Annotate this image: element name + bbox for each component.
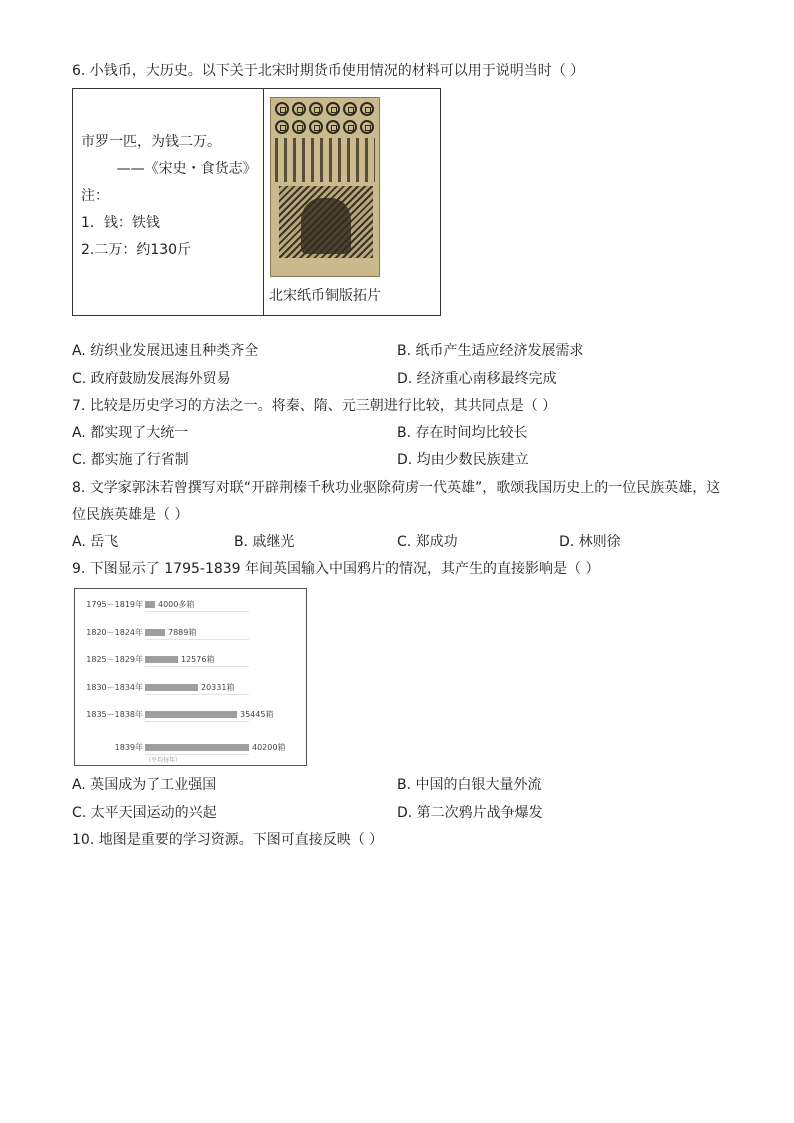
chart-value-label: 40200箱 (252, 743, 286, 752)
coin-glyph (292, 102, 306, 116)
coin-glyph (326, 120, 340, 134)
chart-value-label: 4000多箱 (158, 600, 195, 609)
q9-stem: 9. 下图显示了 1795-1839 年间英国输入中国鸦片的情况，其产生的直接影响是（ ） (72, 561, 600, 577)
q6-source-text (81, 129, 257, 264)
chart-value-label: 20331箱 (201, 683, 235, 692)
q8-option-c[interactable]: C. 郑成功 (397, 534, 458, 550)
chart-category-label: 1830－1834年 (86, 683, 143, 692)
q8-option-a[interactable]: A. 岳飞 (72, 534, 119, 550)
q6-stem: 6. 小钱币，大历史。以下关于北宋时期货币使用情况的材料可以用于说明当时（ ） (72, 63, 585, 79)
chart-category-label: 1820－1824年 (86, 628, 143, 637)
source-line: ——《宋史・食货志》 (81, 161, 257, 177)
coin-glyph (275, 120, 289, 134)
coin-glyph (292, 120, 306, 134)
chart-category-label: 1835－1838年 (86, 710, 143, 719)
coin-glyph (343, 102, 357, 116)
chart-category-label: 1825－1829年 (86, 655, 143, 664)
coin-glyph (360, 120, 374, 134)
chart-footnote: （平均每年） (145, 757, 182, 764)
source-line: 注： (81, 188, 109, 204)
coin-glyph (309, 120, 323, 134)
q10-stem: 10. 地图是重要的学习资源。下图可直接反映（ ） (72, 832, 384, 848)
chart-guide-line (145, 666, 249, 667)
chart-guide-line (145, 639, 249, 640)
coin-glyph (275, 102, 289, 116)
opium-import-chart (74, 588, 307, 766)
q7-option-c[interactable]: C. 都实施了行省制 (72, 452, 189, 468)
chart-guide-line (145, 754, 249, 755)
q8-option-d[interactable]: D. 林则徐 (559, 534, 621, 550)
coin-glyph (343, 120, 357, 134)
chart-value-label: 7889箱 (168, 628, 197, 637)
chart-bar (145, 656, 178, 663)
source-line: 2.二万：约130斤 (81, 242, 192, 258)
inscription-columns (275, 138, 375, 182)
chart-guide-line (145, 611, 249, 612)
q8-stem-line1: 8. 文学家郭沫若曾撰写对联“开辟荆榛千秋功业驱除荷虏一代英雄”，歌颂我国历史上的一位民族英雄，这 (72, 480, 721, 496)
chart-guide-line (145, 694, 249, 695)
q6-option-d[interactable]: D. 经济重心南移最终完成 (397, 371, 557, 387)
q7-option-b[interactable]: B. 存在时间均比较长 (397, 425, 528, 441)
image-caption: 北宋纸币铜版拓片 (269, 288, 381, 304)
q6-option-c[interactable]: C. 政府鼓励发展海外贸易 (72, 371, 231, 387)
q9-option-c[interactable]: C. 太平天国运动的兴起 (72, 805, 217, 821)
q6-option-a[interactable]: A. 纺织业发展迅速且种类齐全 (72, 343, 259, 359)
q8-option-b[interactable]: B. 戚继光 (234, 534, 295, 550)
coin-glyph (326, 102, 340, 116)
source-line: 1．钱：铁钱 (81, 215, 160, 231)
coin-glyph (360, 102, 374, 116)
q9-option-b[interactable]: B. 中国的白银大量外流 (397, 777, 542, 793)
chart-bar (145, 629, 165, 636)
q9-option-a[interactable]: A. 英国成为了工业强国 (72, 777, 217, 793)
chart-bar (145, 684, 198, 691)
chart-value-label: 12576箱 (181, 655, 215, 664)
chart-category-label: 1795－1819年 (86, 600, 143, 609)
q7-stem: 7. 比较是历史学习的方法之一。将秦、隋、元三朝进行比较，其共同点是（ ） (72, 398, 557, 414)
q9-option-d[interactable]: D. 第二次鸦片战争爆发 (397, 805, 543, 821)
chart-value-label: 35445箱 (240, 710, 274, 719)
chart-bar (145, 744, 249, 751)
q6-option-b[interactable]: B. 纸币产生适应经济发展需求 (397, 343, 584, 359)
table-divider (263, 89, 264, 315)
chart-category-label: 1839年 (114, 743, 143, 752)
engraved-figures (301, 198, 351, 254)
source-line: 市罗一匹，为钱二万。 (81, 134, 221, 150)
chart-bar (145, 711, 237, 718)
q7-option-a[interactable]: A. 都实现了大统一 (72, 425, 189, 441)
chart-guide-line (145, 721, 249, 722)
chart-bar (145, 601, 155, 608)
banknote-rubbing-image (270, 97, 380, 277)
q7-option-d[interactable]: D. 均由少数民族建立 (397, 452, 529, 468)
q6-material-table (72, 88, 441, 316)
q8-stem-line2: 位民族英雄是（ ） (72, 507, 189, 523)
coin-glyph (309, 102, 323, 116)
